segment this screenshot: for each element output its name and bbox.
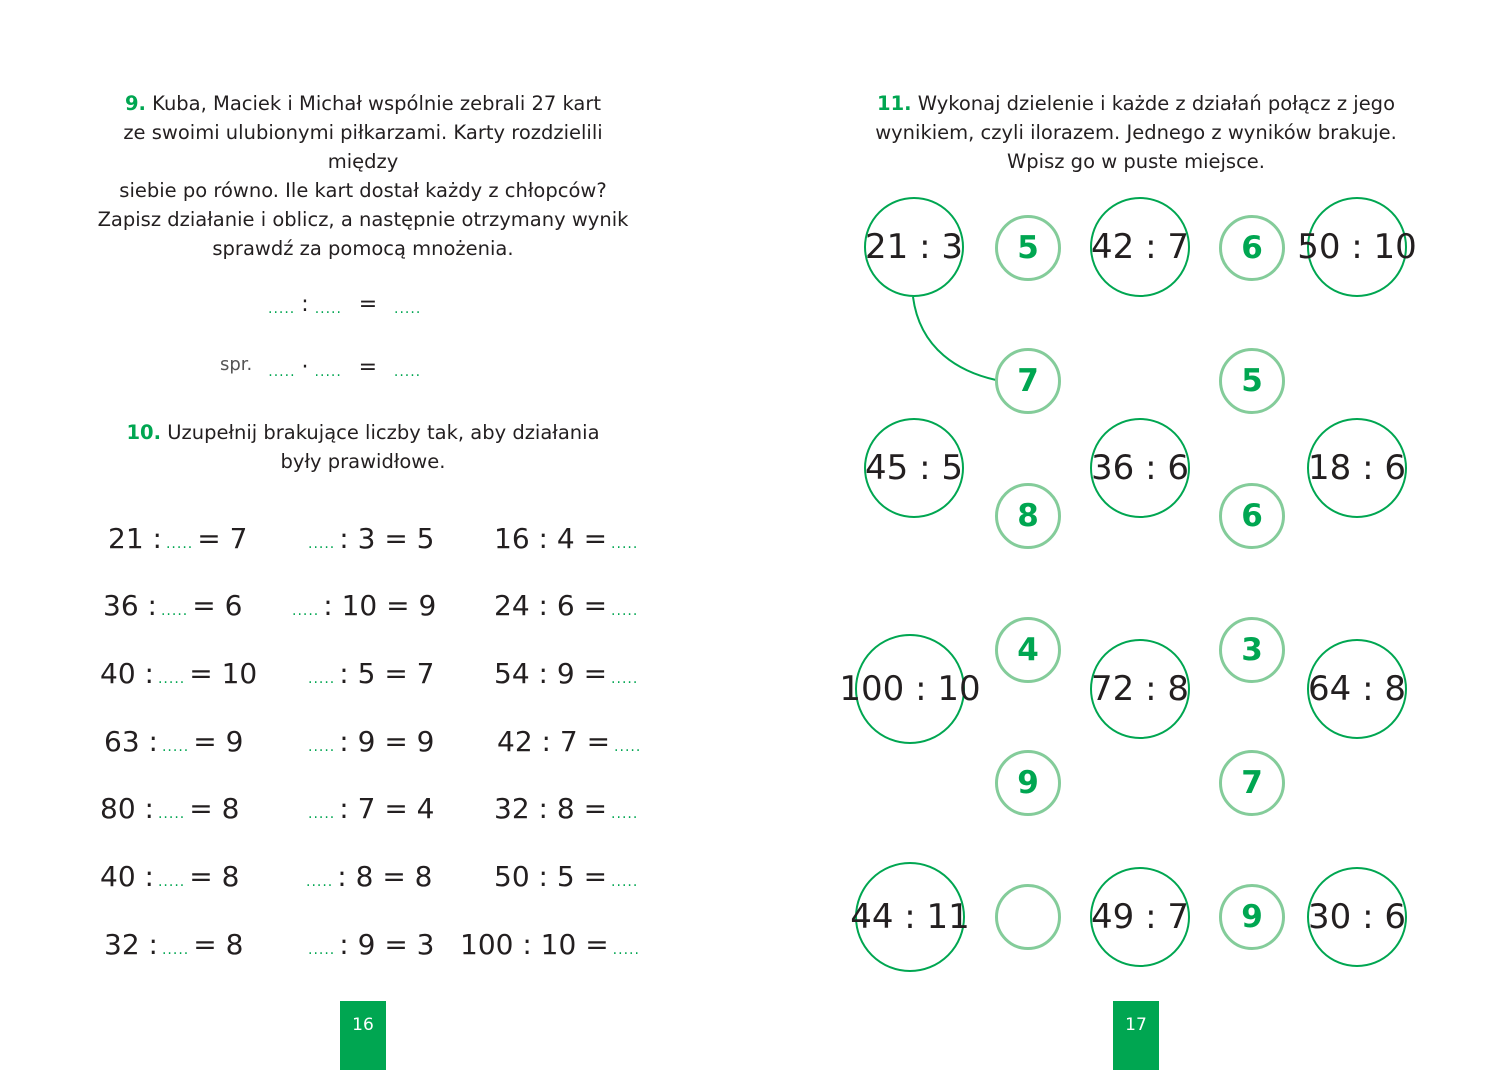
result-circle[interactable]: 6	[1219, 483, 1285, 549]
answer-blank[interactable]: .....	[160, 603, 189, 619]
exercise-9-text	[90, 89, 636, 263]
equation-left: 21 :	[108, 522, 162, 555]
equation-row	[108, 522, 247, 555]
empty-result-circle[interactable]	[995, 884, 1061, 950]
multiplication-sign: ·	[301, 355, 309, 380]
operation-circle[interactable]: 72 : 8	[1090, 639, 1190, 739]
answer-blank[interactable]: .....	[314, 301, 342, 317]
equation-left: 16 : 4 =	[494, 522, 608, 555]
equation-right: : 8 = 8	[337, 860, 433, 893]
result-circle[interactable]: 7	[1219, 750, 1285, 816]
equals-sign: =	[358, 292, 378, 317]
operation-circle[interactable]: 45 : 5	[864, 418, 964, 518]
equation-row	[460, 928, 644, 961]
exercise-9-line: siebie po równo. Ile kart dostał każdy z chłopców?	[119, 179, 607, 202]
equation-left: 42 : 7 =	[497, 725, 611, 758]
exercise-11-number: 11.	[877, 92, 912, 115]
operation-circle[interactable]: 36 : 6	[1090, 418, 1190, 518]
equation-right: : 7 = 4	[339, 792, 435, 825]
operation-circle[interactable]: 50 : 10	[1307, 197, 1407, 297]
exercise-11-line: wynikiem, czyli ilorazem. Jednego z wyników brakuje.	[875, 121, 1397, 144]
equation-row	[304, 928, 435, 961]
equation-row	[304, 725, 435, 758]
operation-circle[interactable]: 21 : 3	[864, 197, 964, 297]
equation-right: : 10 = 9	[323, 589, 437, 622]
exercise-9-number: 9.	[124, 92, 146, 115]
answer-blank[interactable]: .....	[614, 739, 642, 755]
equals-sign: =	[358, 355, 378, 380]
equation-row	[103, 589, 242, 622]
equation-row	[288, 589, 436, 622]
equation-row	[497, 725, 645, 758]
result-circle[interactable]: 7	[995, 348, 1061, 414]
check-label: spr.	[220, 354, 253, 375]
operation-circle[interactable]: 64 : 8	[1307, 639, 1407, 739]
answer-blank[interactable]: .....	[292, 603, 320, 619]
equation-left: 36 :	[103, 589, 157, 622]
equation-row	[494, 589, 642, 622]
equation-left: 54 : 9 =	[494, 657, 608, 690]
exercise-9-division-line	[262, 280, 427, 320]
equation-right: : 9 = 9	[339, 725, 435, 758]
exercise-10-line: były prawidłowe.	[280, 450, 446, 473]
equation-left: 50 : 5 =	[494, 860, 608, 893]
answer-blank[interactable]: .....	[308, 671, 336, 687]
operation-circle[interactable]: 49 : 7	[1090, 867, 1190, 967]
equation-left: 63 :	[104, 725, 158, 758]
answer-blank[interactable]: .....	[308, 806, 336, 822]
equation-right: = 8	[189, 860, 240, 893]
result-circle[interactable]: 6	[1219, 215, 1285, 281]
exercise-10-line: Uzupełnij brakujące liczby tak, aby działania	[167, 421, 600, 444]
equation-row	[494, 522, 642, 555]
exercise-10-text	[90, 418, 636, 476]
exercise-10-number: 10.	[126, 421, 161, 444]
equation-right: : 5 = 7	[339, 657, 435, 690]
exercise-9-check-line	[220, 343, 427, 383]
page-number-tab: 17	[1113, 1001, 1159, 1070]
equation-row	[100, 792, 239, 825]
equation-left: 32 : 8 =	[494, 792, 608, 825]
equation-right: = 9	[193, 725, 244, 758]
answer-blank[interactable]: .....	[308, 942, 336, 958]
answer-blank[interactable]: .....	[161, 942, 190, 958]
equation-row	[302, 860, 433, 893]
answer-blank[interactable]: .....	[394, 301, 422, 317]
answer-blank[interactable]: .....	[393, 364, 422, 380]
answer-blank[interactable]: .....	[611, 671, 639, 687]
answer-blank[interactable]: .....	[308, 739, 336, 755]
exercise-9-line: Zapisz działanie i oblicz, a następnie otrzymany wynik	[97, 208, 629, 231]
equation-left: 24 : 6 =	[494, 589, 608, 622]
exercise-11-line: Wpisz go w puste miejsce.	[1007, 150, 1265, 173]
equation-right: = 6	[192, 589, 243, 622]
page-number-tab: 16	[340, 1001, 386, 1070]
equation-row	[104, 725, 243, 758]
answer-blank[interactable]: .....	[611, 536, 639, 552]
exercise-11-text	[866, 89, 1406, 176]
operation-circle[interactable]: 18 : 6	[1307, 418, 1407, 518]
result-circle[interactable]: 9	[995, 750, 1061, 816]
equation-row	[104, 928, 243, 961]
result-circle[interactable]: 9	[1219, 884, 1285, 950]
result-circle[interactable]: 5	[1219, 348, 1285, 414]
answer-blank[interactable]: .....	[161, 739, 190, 755]
equation-left: 80 :	[100, 792, 154, 825]
exercise-11-line: Wykonaj dzielenie i każde z działań połącz z jego	[917, 92, 1395, 115]
equation-right: = 7	[197, 522, 248, 555]
answer-blank[interactable]: .....	[308, 536, 336, 552]
operation-circle[interactable]: 30 : 6	[1307, 867, 1407, 967]
exercise-9-line: ze swoimi ulubionymi piłkarzami. Karty rozdzielili między	[123, 121, 603, 173]
equation-row	[494, 792, 642, 825]
equation-row	[304, 657, 435, 690]
equation-right: : 9 = 3	[339, 928, 435, 961]
equation-row	[494, 657, 642, 690]
equation-right: = 8	[193, 928, 244, 961]
exercise-9-line: Kuba, Maciek i Michał wspólnie zebrali 27 kart	[152, 92, 602, 115]
equation-row	[494, 860, 642, 893]
answer-blank[interactable]: .....	[314, 364, 342, 380]
answer-blank[interactable]: .....	[268, 301, 296, 317]
exercise-9-line: sprawdź za pomocą mnożenia.	[212, 237, 514, 260]
answer-blank[interactable]: .....	[165, 536, 194, 552]
result-circle[interactable]: 4	[995, 617, 1061, 683]
equation-left: 100 : 10 =	[460, 928, 609, 961]
equation-right: = 10	[189, 657, 258, 690]
answer-blank[interactable]: .....	[268, 364, 296, 380]
answer-blank[interactable]: .....	[306, 874, 334, 890]
answer-blank[interactable]: .....	[611, 806, 639, 822]
answer-blank[interactable]: .....	[611, 603, 639, 619]
equation-right: = 8	[189, 792, 240, 825]
operation-circle[interactable]: 42 : 7	[1090, 197, 1190, 297]
result-circle[interactable]: 5	[995, 215, 1061, 281]
equation-row	[304, 792, 435, 825]
equation-left: 40 :	[100, 657, 154, 690]
division-sign: :	[301, 292, 309, 317]
answer-blank[interactable]: .....	[612, 942, 640, 958]
result-circle[interactable]: 3	[1219, 617, 1285, 683]
equation-row	[304, 522, 435, 555]
result-circle[interactable]: 8	[995, 483, 1061, 549]
equation-row	[100, 860, 239, 893]
answer-blank[interactable]: .....	[611, 874, 639, 890]
answer-blank[interactable]: .....	[157, 806, 186, 822]
equation-left: 32 :	[104, 928, 158, 961]
equation-right: : 3 = 5	[339, 522, 435, 555]
operation-circle[interactable]: 44 : 11	[855, 862, 965, 972]
equation-row	[100, 657, 257, 690]
answer-blank[interactable]: .....	[157, 671, 186, 687]
operation-circle[interactable]: 100 : 10	[855, 634, 965, 744]
answer-blank[interactable]: .....	[157, 874, 186, 890]
equation-left: 40 :	[100, 860, 154, 893]
